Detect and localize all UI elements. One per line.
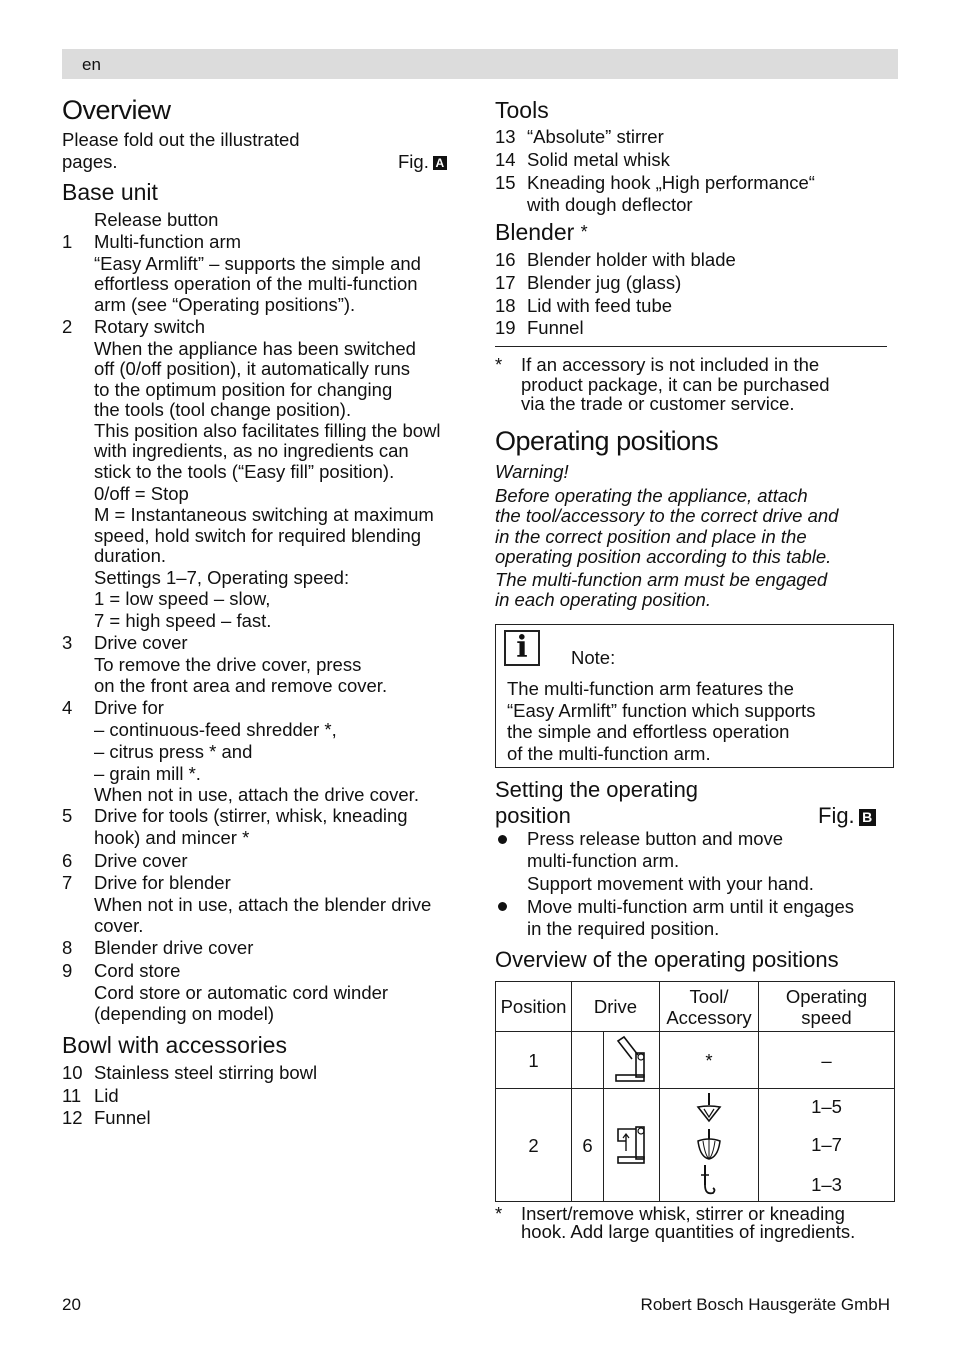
item-2-label: Rotary switch bbox=[94, 316, 206, 337]
item-1-desc-3: arm (see “Operating positions”). bbox=[94, 294, 356, 315]
row1-drive bbox=[572, 1032, 604, 1089]
row1-position: 1 bbox=[496, 1032, 572, 1089]
item-2-desc-4: the tools (tool change position). bbox=[94, 399, 352, 420]
item-7-label: Drive for blender bbox=[94, 872, 231, 893]
row1-speed: – bbox=[759, 1032, 895, 1089]
appliance-arm-lowered-icon bbox=[612, 1121, 652, 1165]
bold-text: 0/off bbox=[125, 358, 162, 379]
header-speed bbox=[759, 982, 895, 1032]
fig-label: Fig. bbox=[818, 803, 855, 828]
header-drive: Drive bbox=[572, 982, 660, 1032]
item-8-label: Blender drive cover bbox=[94, 937, 254, 958]
note-text-3: the simple and effortless operation bbox=[507, 721, 790, 742]
blender-item-num: 16 bbox=[495, 249, 516, 270]
company-name: Robert Bosch Hausgeräte GmbH bbox=[640, 1295, 890, 1314]
bold-text: 1–7 bbox=[166, 567, 197, 588]
tool-item-num: 14 bbox=[495, 149, 516, 170]
blender-item-num: 17 bbox=[495, 272, 516, 293]
blender-item-num: 19 bbox=[495, 317, 516, 338]
ops-overview-title: Overview of the operating positions bbox=[495, 947, 839, 972]
table-header-row bbox=[496, 982, 895, 1032]
bowl-item-label: Funnel bbox=[94, 1107, 151, 1128]
star: * bbox=[580, 222, 588, 242]
arm-down-icon-cell bbox=[604, 1089, 660, 1202]
text: position), it automatically runs bbox=[161, 358, 411, 379]
tools-title: Tools bbox=[495, 97, 549, 123]
bowl-item-num: 10 bbox=[62, 1062, 83, 1083]
warning-text-1: Before operating the appliance, attach bbox=[495, 485, 808, 506]
footnote-1: If an accessory is not included in the bbox=[521, 354, 820, 375]
item-5-label-1: Drive for tools (stirrer, whisk, kneading bbox=[94, 805, 408, 826]
header-position: Position bbox=[496, 982, 572, 1032]
item-7-desc-1: When not in use, attach the blender drive bbox=[94, 894, 432, 915]
item-9-num: 9 bbox=[62, 960, 73, 981]
item-8-num: 8 bbox=[62, 937, 73, 958]
item-4-list-3: – grain mill *. bbox=[94, 763, 201, 784]
blender-item-label: Lid with feed tube bbox=[527, 295, 673, 316]
item-5-label-2: hook) and mincer * bbox=[94, 827, 250, 848]
settings-line bbox=[94, 568, 349, 589]
item-2-desc-3: to the optimum position for changing bbox=[94, 379, 393, 400]
item-6-label: Drive cover bbox=[94, 850, 188, 871]
tool-item-15-cont: with dough deflector bbox=[527, 194, 693, 215]
arm-up-icon-cell bbox=[604, 1032, 660, 1089]
note-text-4: of the multi-function arm. bbox=[507, 743, 711, 764]
language-code: en bbox=[82, 55, 101, 74]
fig-b-reference bbox=[818, 803, 876, 829]
item-1-desc-2: effortless operation of the multi-function bbox=[94, 273, 418, 294]
header-tool bbox=[660, 982, 759, 1032]
info-icon: i bbox=[504, 630, 540, 666]
bullet-icon bbox=[498, 835, 507, 844]
text: off ( bbox=[94, 358, 126, 379]
bold-text: M bbox=[94, 504, 110, 525]
table-row bbox=[496, 1032, 895, 1089]
note-title: Note: bbox=[571, 647, 616, 668]
row1-tool: * bbox=[660, 1032, 759, 1089]
speed-seven bbox=[94, 611, 271, 632]
item-5-num: 5 bbox=[62, 805, 73, 826]
warning-text-3: in the correct position and place in the bbox=[495, 526, 807, 547]
header-line: Accessory bbox=[666, 1006, 752, 1028]
note-text-1: The multi-function arm features the bbox=[507, 678, 794, 699]
operating-positions-table bbox=[495, 981, 895, 1202]
divider bbox=[495, 346, 887, 347]
item-2-desc-6: with ingredients, as no ingredients can bbox=[94, 440, 409, 461]
text: , Operating speed: bbox=[196, 567, 350, 588]
fold-line-2: pages. bbox=[62, 151, 118, 172]
kneading-hook-icon bbox=[660, 1163, 758, 1199]
warning-text-5: The multi-function arm must be engaged bbox=[495, 569, 828, 590]
item-3-label: Drive cover bbox=[94, 632, 188, 653]
item-7-num: 7 bbox=[62, 872, 73, 893]
text: = high speed – fast. bbox=[104, 610, 272, 631]
page-number: 20 bbox=[62, 1295, 81, 1314]
item-4-label: Drive for bbox=[94, 697, 164, 718]
row2-position: 2 bbox=[496, 1089, 572, 1202]
blender-item-label: Blender holder with blade bbox=[527, 249, 736, 270]
tool-item-label: “Absolute” stirrer bbox=[527, 126, 664, 147]
fig-label: Fig. bbox=[398, 151, 429, 172]
fig-a-icon: A bbox=[433, 156, 447, 170]
row2-speeds bbox=[759, 1089, 895, 1202]
setting-title-1: Setting the operating bbox=[495, 777, 699, 802]
bullet-1-line-2: multi-function arm. bbox=[527, 850, 680, 871]
m-desc-1: speed, hold switch for required blending bbox=[94, 525, 422, 546]
item-2-desc-1: When the appliance has been switched bbox=[94, 338, 416, 359]
warning-text-2: the tool/accessory to the correct drive and bbox=[495, 505, 839, 526]
item-1-desc-1: “Easy Armlift” – supports the simple and bbox=[94, 253, 421, 274]
item-4-num: 4 bbox=[62, 697, 73, 718]
m-setting bbox=[94, 505, 434, 526]
fig-b-icon: B bbox=[859, 809, 876, 826]
speed-hook: 1–3 bbox=[811, 1174, 842, 1195]
header-line: speed bbox=[801, 1006, 852, 1028]
whisk-icon bbox=[660, 1127, 758, 1163]
bowl-item-label: Stainless steel stirring bowl bbox=[94, 1062, 318, 1083]
note-text-2: “Easy Armlift” function which supports bbox=[507, 700, 816, 721]
bowl-title: Bowl with accessories bbox=[62, 1032, 287, 1058]
footnote-3: via the trade or customer service. bbox=[521, 393, 795, 414]
footnote-2: product package, it can be purchased bbox=[521, 374, 830, 395]
item-2-desc-7: stick to the tools (“Easy fill” position). bbox=[94, 461, 395, 482]
bullet-2-line-1: Move multi-function arm until it engages bbox=[527, 896, 854, 917]
m-desc-2: duration. bbox=[94, 545, 166, 566]
release-button-label: Release button bbox=[94, 209, 219, 230]
item-9-label: Cord store bbox=[94, 960, 181, 981]
text: Settings bbox=[94, 567, 166, 588]
bold-text: 0/off bbox=[94, 483, 130, 504]
bold-text: 7 bbox=[94, 610, 105, 631]
item-2-num: 2 bbox=[62, 316, 73, 337]
tools-icons-cell bbox=[660, 1089, 759, 1202]
warning-text-4: operating position according to this table. bbox=[495, 546, 832, 567]
footnote-star: * bbox=[495, 354, 503, 375]
fold-line-1: Please fold out the illustrated bbox=[62, 129, 300, 150]
item-2-desc-2 bbox=[94, 359, 410, 380]
item-4-desc: When not in use, attach the drive cover. bbox=[94, 784, 419, 805]
text: = Stop bbox=[129, 483, 189, 504]
tool-item-num: 15 bbox=[495, 172, 516, 193]
row2-drive: 6 bbox=[572, 1089, 604, 1202]
header-bar bbox=[62, 49, 898, 79]
bowl-item-label: Lid bbox=[94, 1085, 119, 1106]
item-3-num: 3 bbox=[62, 632, 73, 653]
item-1-num: 1 bbox=[62, 231, 73, 252]
bullet-icon bbox=[498, 902, 507, 911]
bowl-item-num: 11 bbox=[62, 1085, 82, 1106]
blender-item-label: Blender jug (glass) bbox=[527, 272, 682, 293]
operating-positions-title: Operating positions bbox=[495, 426, 719, 456]
stirrer-icon bbox=[660, 1091, 758, 1127]
item-3-desc-2: on the front area and remove cover. bbox=[94, 675, 388, 696]
table-note-2: hook. Add large quantities of ingredients. bbox=[521, 1221, 856, 1242]
text: = Instantaneous switching at maximum bbox=[109, 504, 434, 525]
text: Blender bbox=[495, 219, 575, 245]
base-unit-title: Base unit bbox=[62, 179, 158, 205]
blender-item-label: Funnel bbox=[527, 317, 584, 338]
bullet-1-line-3: Support movement with your hand. bbox=[527, 873, 814, 894]
note-box bbox=[495, 624, 894, 768]
text: = low speed – slow, bbox=[104, 588, 271, 609]
setting-title-2: position bbox=[495, 803, 571, 828]
item-6-num: 6 bbox=[62, 850, 73, 871]
item-9-desc-1: Cord store or automatic cord winder bbox=[94, 982, 389, 1003]
tool-item-num: 13 bbox=[495, 126, 516, 147]
bullet-1-line-1: Press release button and move bbox=[527, 828, 784, 849]
speed-whisk: 1–7 bbox=[811, 1134, 842, 1155]
item-7-desc-2: cover. bbox=[94, 915, 144, 936]
item-1-label: Multi-function arm bbox=[94, 231, 242, 252]
table-note-1: Insert/remove whisk, stirrer or kneading bbox=[521, 1203, 845, 1224]
item-3-desc-1: To remove the drive cover, press bbox=[94, 654, 362, 675]
tool-item-label: Solid metal whisk bbox=[527, 149, 670, 170]
table-row bbox=[496, 1089, 895, 1202]
bullet-2-line-2: in the required position. bbox=[527, 918, 720, 939]
bold-text: 1 bbox=[94, 588, 105, 609]
fig-a-reference bbox=[398, 152, 447, 173]
item-2-desc-5: This position also facilitates filling the bowl bbox=[94, 420, 441, 441]
tool-item-label: Kneading hook „High performance“ bbox=[527, 172, 815, 193]
item-4-list-2: – citrus press * and bbox=[94, 741, 253, 762]
item-4-list-1: – continuous-feed shredder *, bbox=[94, 719, 337, 740]
appliance-arm-raised-icon bbox=[612, 1033, 652, 1083]
warning-title: Warning! bbox=[495, 461, 569, 482]
table-note-star: * bbox=[495, 1203, 503, 1224]
speed-stirrer: 1–5 bbox=[811, 1096, 842, 1117]
blender-item-num: 18 bbox=[495, 295, 516, 316]
overview-title: Overview bbox=[62, 95, 171, 125]
warning-text-6: in each operating position. bbox=[495, 589, 711, 610]
header-line: Operating bbox=[785, 985, 868, 1007]
blender-title bbox=[495, 219, 588, 246]
header-line: Tool/ bbox=[689, 985, 729, 1007]
speed-one bbox=[94, 589, 270, 610]
bowl-item-num: 12 bbox=[62, 1107, 83, 1128]
item-9-desc-2: (depending on model) bbox=[94, 1003, 274, 1024]
off-setting bbox=[94, 484, 189, 505]
